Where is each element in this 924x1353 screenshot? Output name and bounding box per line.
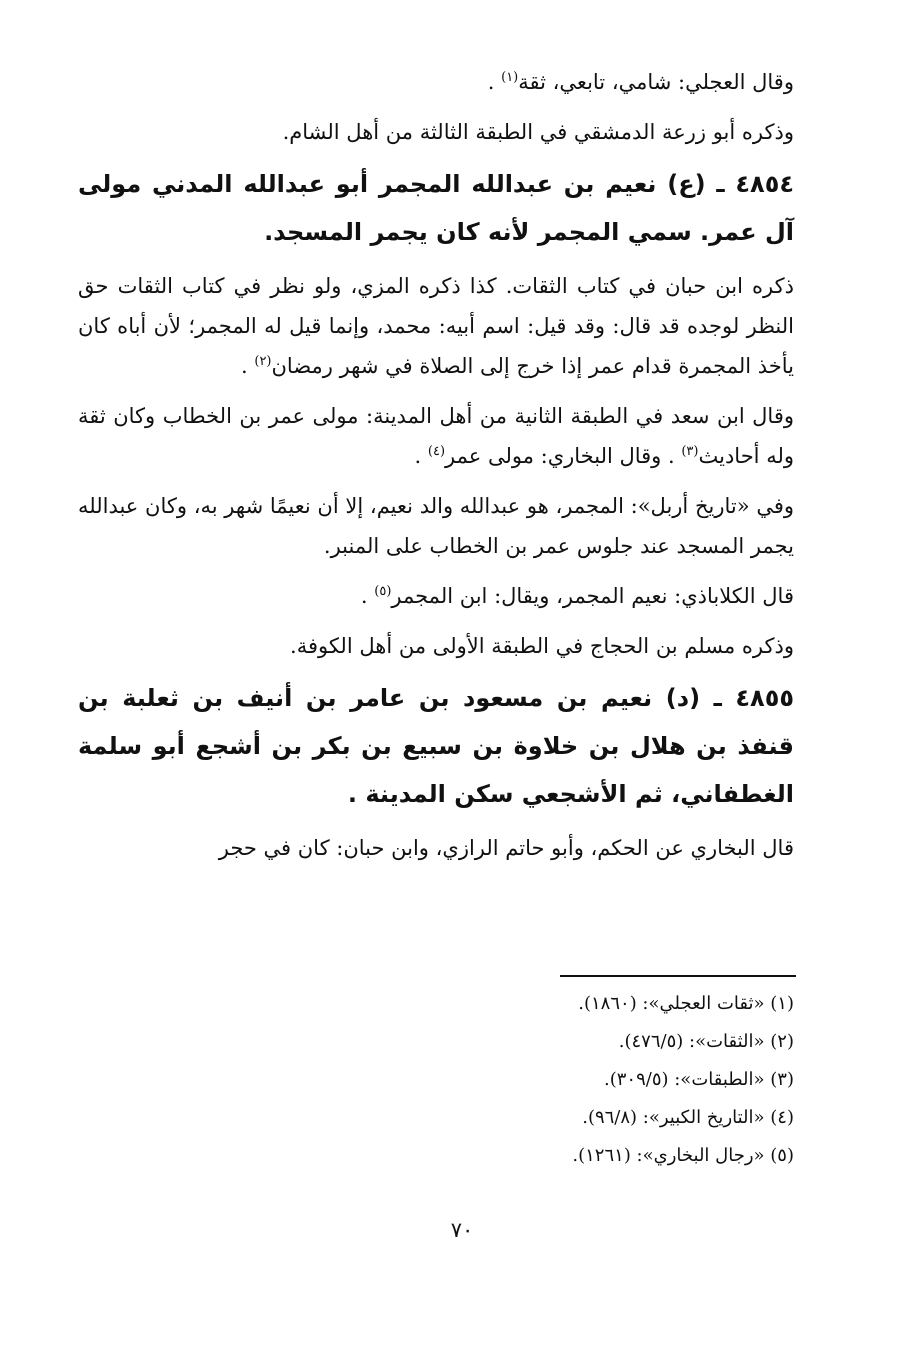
paragraph-text: ذكره ابن حبان في كتاب الثقات. كذا ذكره المزي، ولو نظر في كتاب الثقات حق النظر لوجده قد قال: وقد قيل: اسم أبيه: محمد، وإنما قيل له المجمر؛ لأن أباه كان يأخذ المجمرة قدام عمر إذا خرج إلى الصلاة في شهر رمضان [78, 274, 794, 378]
footnote-4: (٤) «التاريخ الكبير»: (٩٦/٨). [582, 1107, 794, 1128]
footnote-ref: (٣) [681, 444, 699, 459]
footnote-divider [560, 975, 796, 977]
paragraph-kalabadhi [78, 576, 794, 616]
entry-heading-4854: ٤٨٥٤ ـ (ع) نعيم بن عبدالله المجمر أبو عبدالله المدني مولى آل عمر. سمي المجمر لأنه كان يجمر المسجد. [78, 170, 794, 246]
paragraph-text: وقال العجلي: شامي، تابعي، ثقة [518, 70, 794, 94]
paragraph-text: . [360, 584, 375, 608]
paragraph-text: . وقال البخاري: مولى عمر [445, 444, 682, 468]
paragraph-ijli [78, 62, 794, 102]
paragraph-text: . [414, 444, 428, 468]
paragraph-ibn-hibban [78, 266, 794, 386]
paragraph-abu-zura: وذكره أبو زرعة الدمشقي في الطبقة الثالثة من أهل الشام. [282, 120, 794, 144]
footnote-5: (٥) «رجال البخاري»: (١٢٦١). [572, 1145, 794, 1166]
footnote-2: (٢) «الثقات»: (٤٧٦/٥). [618, 1031, 794, 1052]
footnote-ref: (٢) [254, 354, 272, 369]
paragraph-muslim: وذكره مسلم بن الحجاج في الطبقة الأولى من أهل الكوفة. [290, 634, 794, 658]
footnote-ref: (٥) [374, 584, 392, 599]
footnote-1: (١) «ثقات العجلي»: (١٨٦٠). [578, 993, 794, 1014]
paragraph-ibn-saad [78, 396, 794, 476]
paragraph-tarikh-arbil: وفي «تاريخ أربل»: المجمر، هو عبدالله والد نعيم، إلا أن نعيمًا شهر به، وكان عبدالله يجمر المسجد عند جلوس عمر بن الخطاب على المنبر. [78, 494, 794, 558]
paragraph-bukhari: قال البخاري عن الحكم، وأبو حاتم الرازي، وابن حبان: كان في حجر [218, 836, 794, 860]
paragraph-text: وقال ابن سعد في الطبقة الثانية من أهل المدينة: مولى عمر بن الخطاب وكان ثقة وله أحاديث [78, 404, 794, 468]
entry-heading-4855: ٤٨٥٥ ـ (د) نعيم بن مسعود بن عامر بن أنيف بن ثعلبة بن قنفذ بن هلال بن خلاوة بن سبيع بن بكر بن أشجع أبو سلمة الغطفاني، ثم الأشجعي سكن المدينة . [78, 684, 794, 808]
footnote-ref: (١) [501, 70, 519, 85]
paragraph-text: قال الكلاباذي: نعيم المجمر، ويقال: ابن المجمر [391, 584, 794, 608]
footnote-3: (٣) «الطبقات»: (٣٠٩/٥). [604, 1069, 794, 1090]
page-number: ٧٠ [450, 1218, 474, 1242]
main-text [78, 62, 794, 868]
paragraph-text: . [487, 70, 502, 94]
paragraph-text: . [241, 354, 255, 378]
footnotes [78, 985, 794, 1175]
footnote-ref: (٤) [427, 444, 446, 459]
